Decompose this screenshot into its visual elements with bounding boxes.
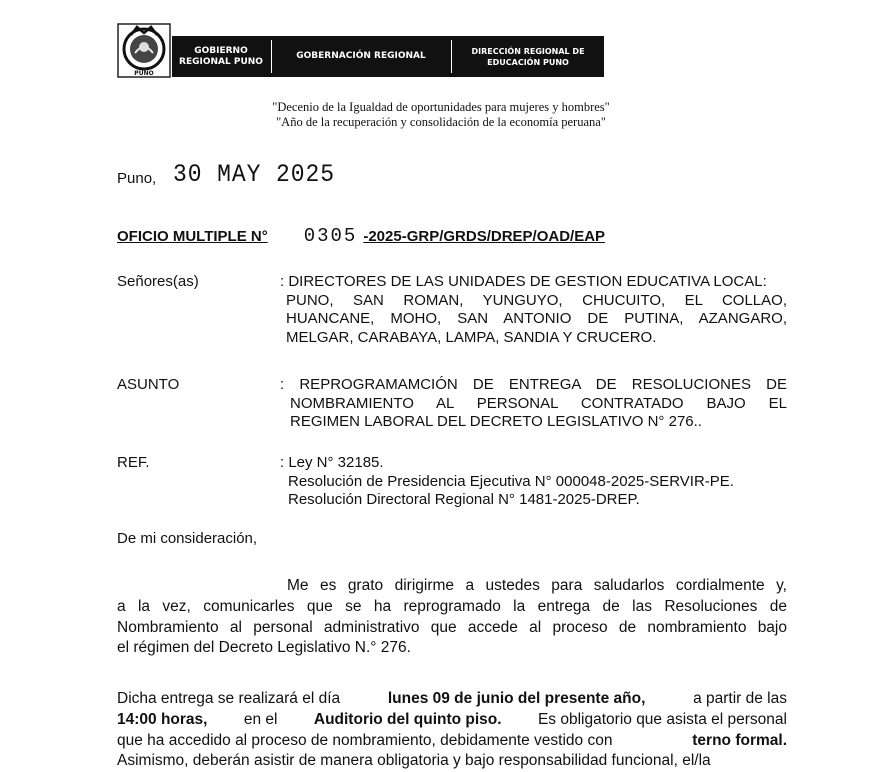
date-city: Puno,: [117, 170, 157, 187]
oficio-prefix: OFICIO MULTIPLE N°: [117, 228, 268, 245]
ref-label: REF.: [117, 454, 150, 471]
ref-value: : Ley N° 32185. Resolución de Presidencia Ejecutiva N° 000048-2025-SERVIR-PE. Resolución Directoral Regional N° 1481-2025-DREP.: [280, 454, 734, 509]
asunto-label: ASUNTO: [117, 376, 180, 393]
decenio-heading: [0, 100, 882, 130]
greeting: De mi consideración,: [117, 530, 258, 547]
date-stamp: 30 MAY 2025: [173, 160, 335, 189]
oficio-title: [117, 225, 605, 247]
header-cell-direccion: DIRECCIÓN REGIONAL DE EDUCACIÓN PUNO: [471, 46, 585, 67]
paragraph-2-line-4: Asimismo, deberán asistir de manera obligatoria y bajo responsabilidad funcional, el/la: [117, 752, 711, 770]
oficio-suffix: -2025-GRP/GRDS/DREP/OAD/EAP: [363, 228, 606, 245]
decenio-line-1: "Decenio de la Igualdad de oportunidades para mujeres y hombres": [272, 100, 610, 114]
asunto-value: : REPROGRAMAMCIÓN DE ENTREGA DE RESOLUCIONES DE NOMBRAMIENTO AL PERSONAL CONTRATADO BAJO EL REGIMEN LABORAL DEL DECRETO LEGISLATIVO N° 276..: [280, 376, 787, 431]
paragraph-2-line-3: que ha accedido al proceso de nombramiento, debidamente vestido con terno formal.: [117, 731, 787, 749]
svg-text:PUNO: PUNO: [134, 70, 154, 77]
paragraph-2-line-1: Dicha entrega se realizará el día lunes 09 de junio del presente año, a partir de las: [117, 690, 787, 707]
senores-label: Señores(as): [117, 273, 199, 290]
header-cell-gobierno: GOBIERNO REGIONAL PUNO: [179, 45, 263, 67]
decenio-line-2: "Año de la recuperación y consolidación de la economía peruana": [276, 115, 606, 129]
regional-seal-logo: [117, 23, 171, 78]
header-cell-gobernacion: GOBERNACIÓN REGIONAL: [296, 51, 426, 61]
paragraph-1: Me es grato dirigirme a ustedes para saludarlos cordialmente y, a la vez, comunicarles que se ha reprogramado la entrega de las Resoluciones de Nombramiento al personal administrativo que accede al proceso de nombramiento bajo el régimen del Decreto Legislativo N.° 276.: [117, 577, 787, 657]
header-bar: [172, 36, 604, 77]
senores-value: : DIRECTORES DE LAS UNIDADES DE GESTION EDUCATIVA LOCAL: PUNO, SAN ROMAN, YUNGUYO, CHUCUITO, EL COLLAO, HUANCANE, MOHO, SAN ANTONIO DE PUTINA, AZANGARO, MELGAR, CARABAYA, LAMPA, SANDIA Y CRUCERO.: [280, 273, 787, 347]
oficio-number: 0305: [303, 225, 358, 247]
paragraph-2-line-2: 14:00 horas, en el Auditorio del quinto piso. Es obligatorio que asista el personal: [117, 710, 787, 728]
paragraph-2: [117, 689, 787, 772]
